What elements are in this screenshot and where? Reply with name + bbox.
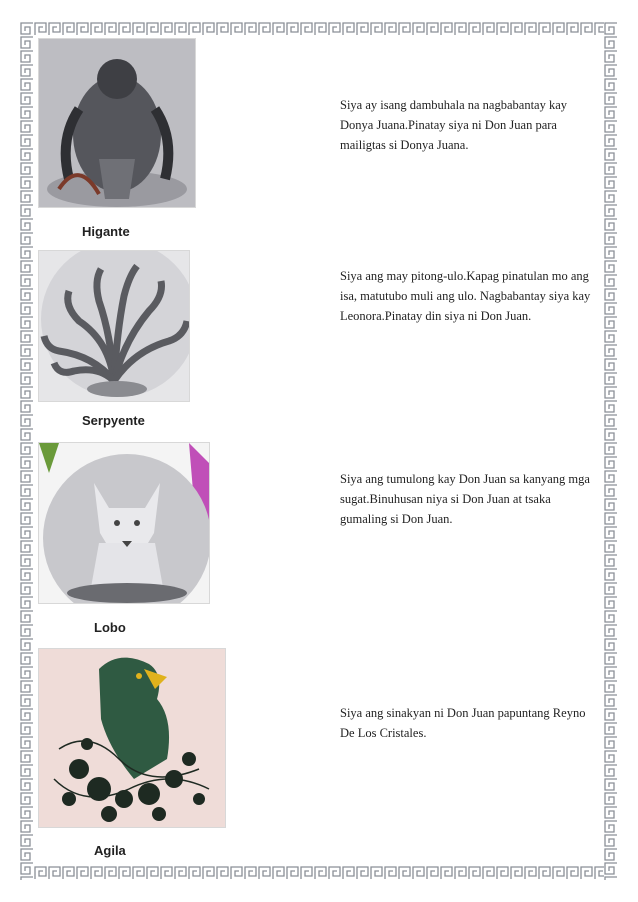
higante-description: Siya ay isang dambuhala na nagbabantay kay Donya Juana.Pinatay siya ni Don Juan para mailigtas si Donya Juana. [340,98,568,152]
lobo-name: Lobo [94,620,126,635]
serpyente-name: Serpyente [82,413,145,428]
serpyente-description: Siya ang may pitong-ulo.Kapag pinatulan mo ang isa, matutubo muli ang ulo. Nagbabantay siya kay Leonora.Pinatay din siya ni Don Juan. [340,269,591,323]
serpyente-image [38,250,190,402]
page-border-left [20,22,34,880]
higante-name: Higante [82,224,130,239]
lobo-image [38,442,210,604]
page-border-bottom [20,866,618,880]
agila-image [38,648,226,828]
lobo-description: Siya ang tumulong kay Don Juan sa kanyang mga sugat.Binuhusan niya si Don Juan at tsaka gumaling si Don Juan. [340,472,590,526]
page-border-right [604,22,618,880]
higante-image [38,38,196,208]
agila-description: Siya ang sinakyan ni Don Juan papuntang Reyno De Los Cristales. [340,706,586,740]
agila-name: Agila [94,843,126,858]
page-border-top [20,22,618,36]
